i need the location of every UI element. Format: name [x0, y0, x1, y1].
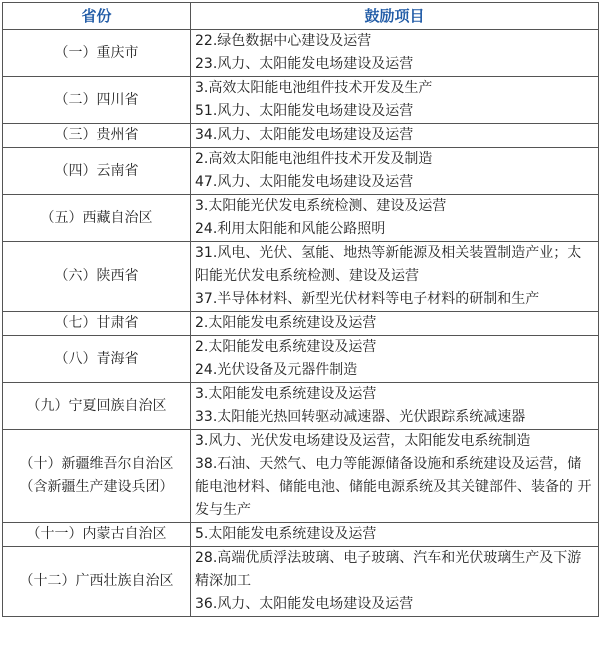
- items-cell: [191, 336, 599, 383]
- item-text: 24.利用太阳能和风能公路照明: [195, 221, 386, 237]
- item-text: 51.风力、太阳能发电场建设及运营: [195, 103, 414, 119]
- table-row: [3, 242, 599, 312]
- item-text: 34.风力、太阳能发电场建设及运营: [195, 127, 414, 143]
- table-header-row: [3, 3, 599, 30]
- table-row: [3, 430, 599, 523]
- items-cell: [191, 77, 599, 124]
- items-cell: [191, 148, 599, 195]
- province-cell: [3, 336, 191, 383]
- items-cell: [191, 312, 599, 336]
- province-name: （九）宁夏回族自治区: [26, 397, 167, 414]
- province-cell: [3, 242, 191, 312]
- item-text: 3.太阳能光伏发电系统检测、建设及运营: [195, 198, 447, 214]
- province-name: （二）四川省: [54, 91, 139, 108]
- province-cell: [3, 547, 191, 617]
- province-cell: [3, 195, 191, 242]
- province-name: （十二）广西壮族自治区: [19, 573, 174, 589]
- table-row: [3, 383, 599, 430]
- items-cell: [191, 242, 599, 312]
- header-items: 鼓励项目: [191, 3, 599, 30]
- table-row: [3, 77, 599, 124]
- item-text: 38.石油、天然气、电力等能源储备设施和系统建设及运营，储能电池材料、储能电池、储能电源系统及其关键部件、装备的 开发与生产: [195, 456, 592, 518]
- item-text: 22.绿色数据中心建设及运营: [195, 33, 372, 49]
- province-name: （十）新疆维吾尔自治区: [19, 456, 174, 472]
- table-row: [3, 523, 599, 547]
- items-cell: [191, 124, 599, 148]
- province-note: （含新疆生产建设兵团）: [19, 479, 174, 495]
- province-name: （八）青海省: [54, 350, 139, 367]
- province-name: （五）西藏自治区: [40, 209, 153, 226]
- province-name: （六）陕西省: [54, 268, 139, 284]
- item-text: 5.太阳能发电系统建设及运营: [195, 526, 377, 542]
- items-cell: [191, 30, 599, 77]
- province-name: （十一）内蒙古自治区: [26, 526, 167, 542]
- item-text: 3.太阳能发电系统建设及运营: [195, 386, 377, 402]
- item-text: 2.太阳能发电系统建设及运营: [195, 339, 377, 355]
- items-cell: [191, 547, 599, 617]
- province-cell: [3, 312, 191, 336]
- incentive-table: [2, 2, 599, 617]
- table-row: [3, 30, 599, 77]
- item-text: 23.风力、太阳能发电场建设及运营: [195, 56, 414, 72]
- table-row: [3, 336, 599, 383]
- province-name: （三）贵州省: [54, 127, 139, 143]
- table-row: [3, 312, 599, 336]
- province-cell: [3, 430, 191, 523]
- table-row: [3, 195, 599, 242]
- item-text: 3.高效太阳能电池组件技术开发及生产: [195, 80, 433, 96]
- province-cell: [3, 383, 191, 430]
- province-cell: [3, 124, 191, 148]
- items-cell: [191, 383, 599, 430]
- province-name: （一）重庆市: [54, 44, 139, 61]
- header-province: 省份: [3, 3, 191, 30]
- item-text: 36.风力、太阳能发电场建设及运营: [195, 596, 414, 612]
- province-cell: [3, 30, 191, 77]
- province-name: （四）云南省: [54, 162, 139, 179]
- item-text: 37.半导体材料、新型光伏材料等电子材料的研制和生产: [195, 291, 540, 307]
- province-cell: [3, 77, 191, 124]
- item-text: 2.太阳能发电系统建设及运营: [195, 315, 377, 331]
- item-text: 28.高端优质浮法玻璃、电子玻璃、汽车和光伏玻璃生产及下游精深加工: [195, 550, 582, 589]
- item-text: 31.风电、光伏、氢能、地热等新能源及相关装置制造产业；太阳能光伏发电系统检测、建设及运营: [195, 245, 582, 284]
- item-text: 2.高效太阳能电池组件技术开发及制造: [195, 151, 433, 167]
- items-cell: [191, 195, 599, 242]
- item-text: 47.风力、太阳能发电场建设及运营: [195, 174, 414, 190]
- table-row: [3, 124, 599, 148]
- item-text: 3.风力、光伏发电场建设及运营，太阳能发电系统制造: [195, 433, 531, 449]
- items-cell: [191, 523, 599, 547]
- items-cell: [191, 430, 599, 523]
- table-row: [3, 547, 599, 617]
- item-text: 33.太阳能光热回转驱动减速器、光伏跟踪系统减速器: [195, 409, 526, 425]
- item-text: 24.光伏设备及元器件制造: [195, 362, 358, 378]
- province-cell: [3, 523, 191, 547]
- province-cell: [3, 148, 191, 195]
- province-name: （七）甘肃省: [54, 315, 139, 331]
- table-row: [3, 148, 599, 195]
